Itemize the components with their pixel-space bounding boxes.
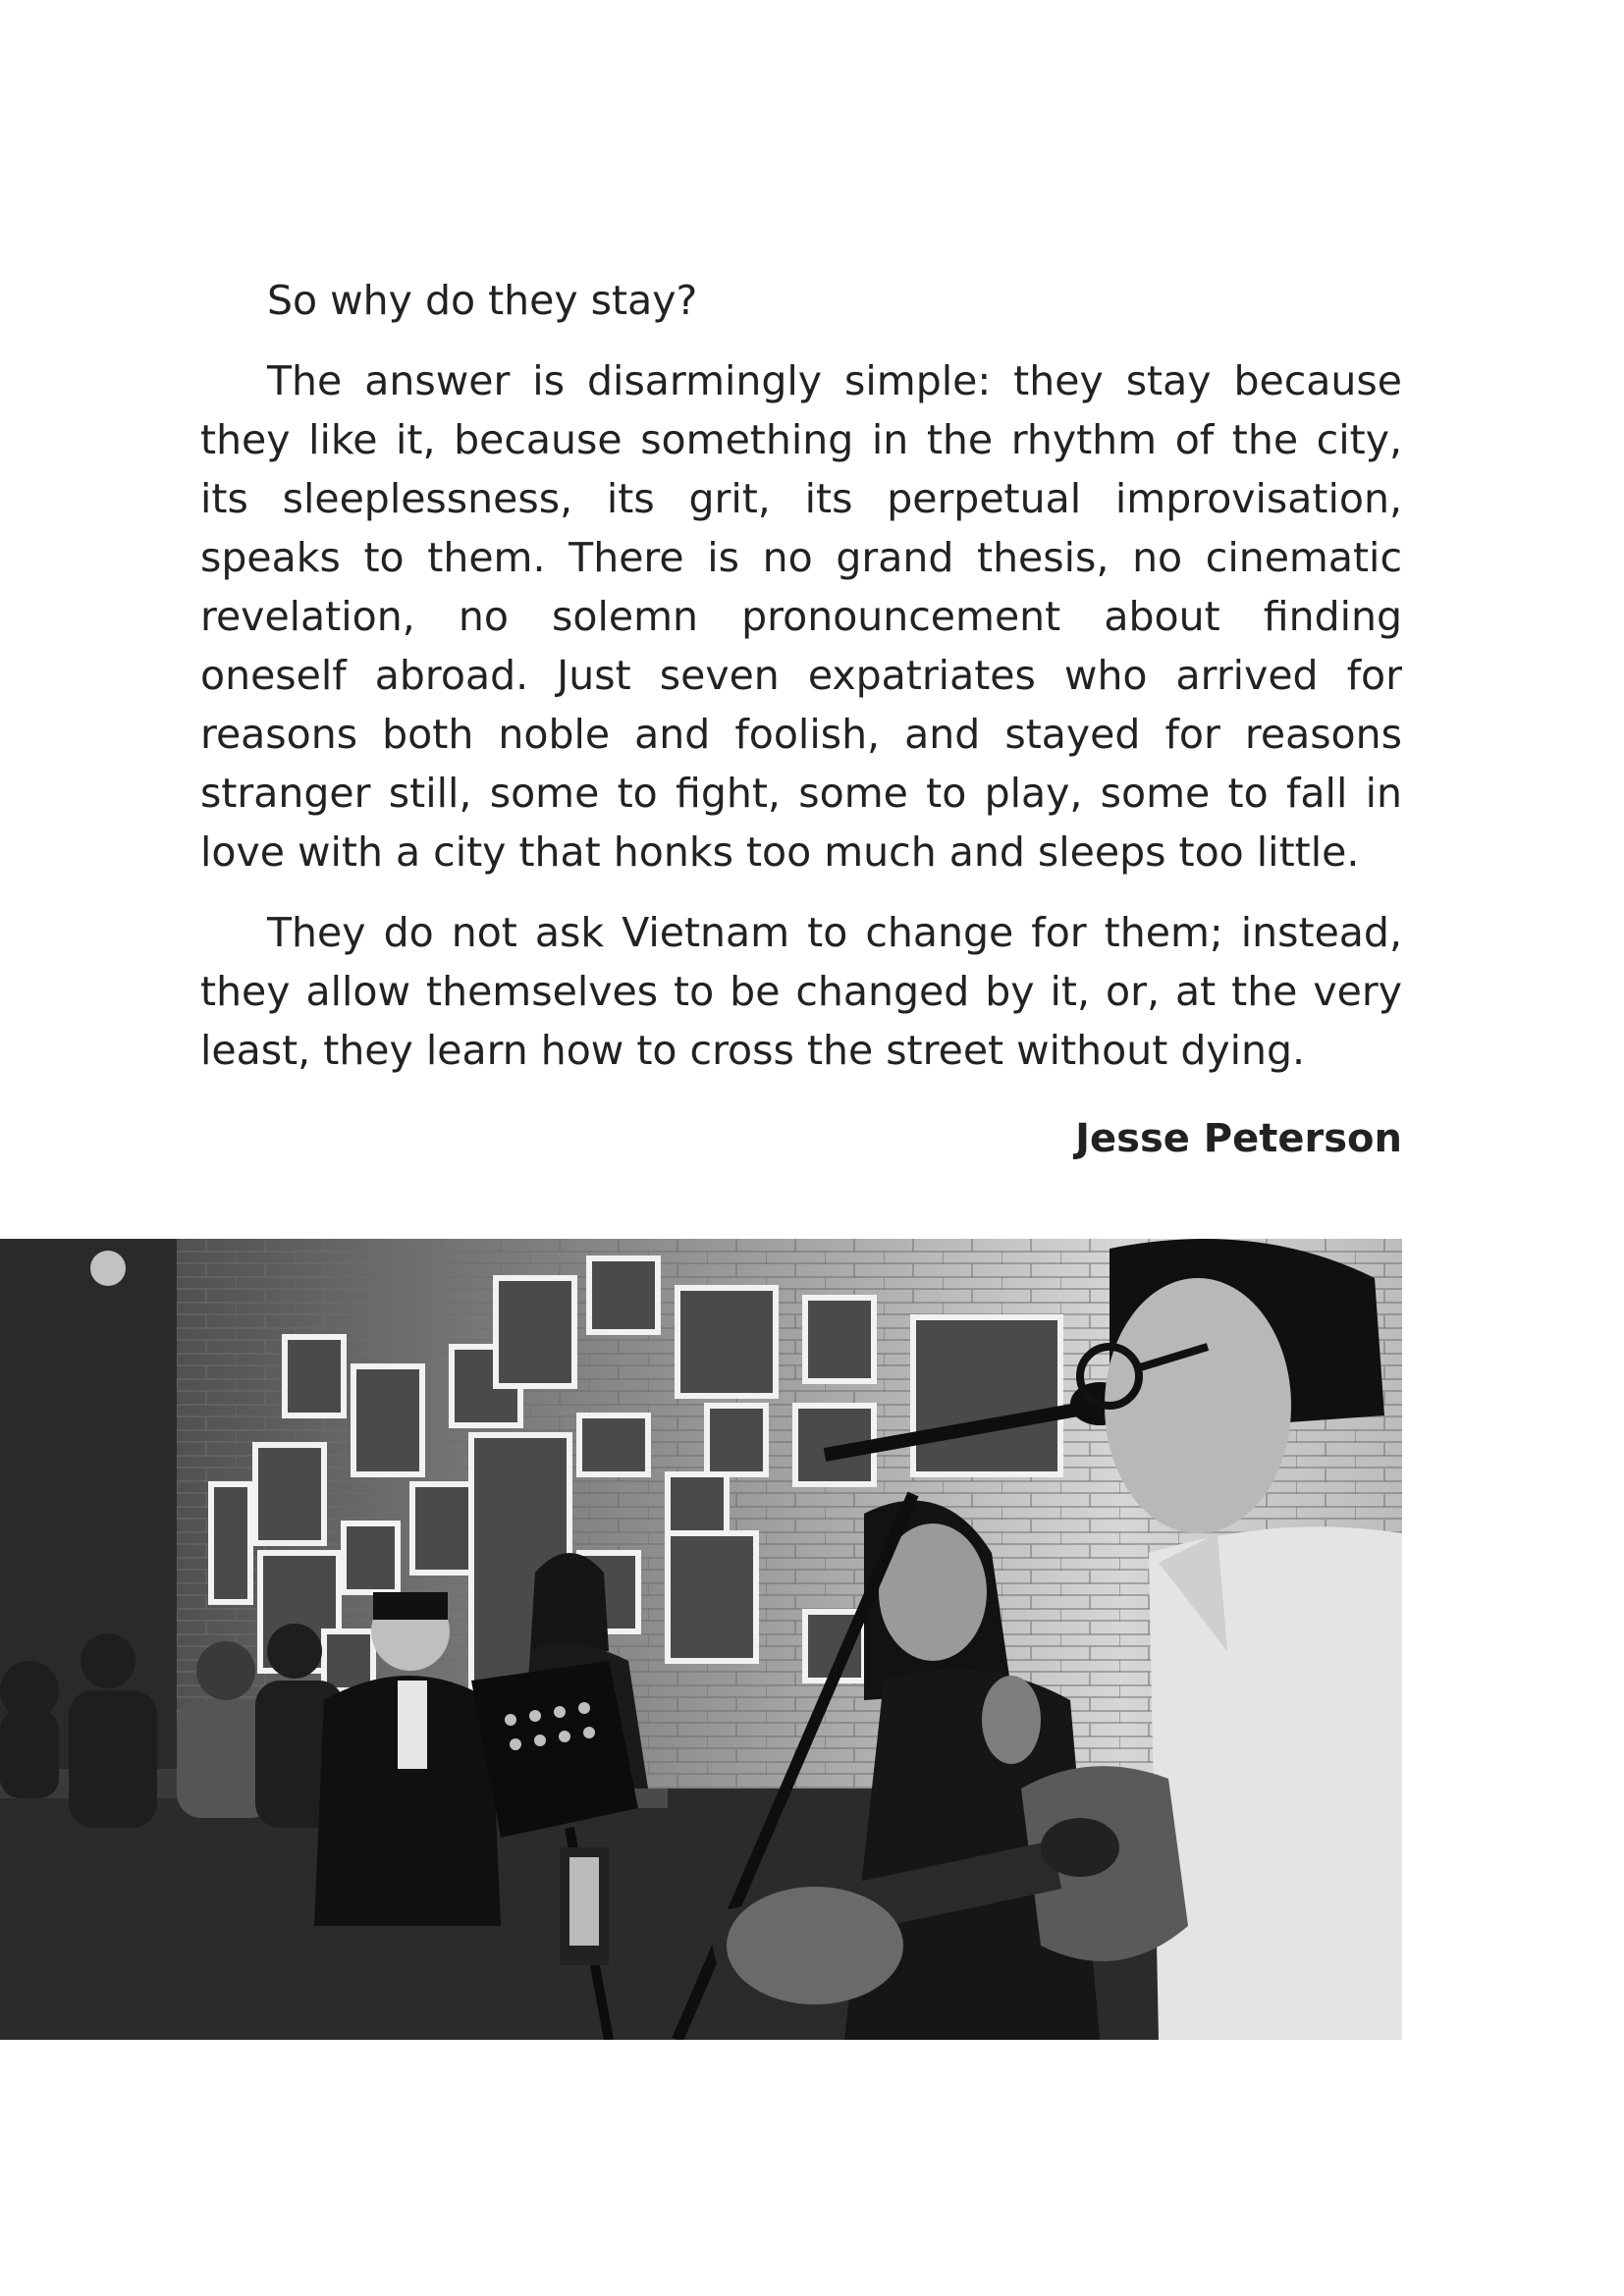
paragraph: The answer is disarmingly simple: they stay because they like it, because something in the rhythm of the city, its sleeplessness, its grit, its perpetual improvisation, speaks to them. There is no grand thesis, no cinematic revelation, no solemn pronouncement about finding oneself abroad. Just seven expatriates who arrived for reasons both noble and foolish, and stayed for reasons stranger still, some to fight, some to play, some to fall in love with a city that honks too much and sleeps too little. — [200, 357, 1402, 876]
author-name: Jesse Peterson — [1075, 1116, 1402, 1161]
article-body — [200, 271, 1402, 1101]
paragraph: So why do they stay? — [267, 277, 698, 324]
paragraph: They do not ask Vietnam to change for them; instead, they allow themselves to be changed by it, or, at the very least, they learn how to cross the street without dying. — [200, 909, 1402, 1074]
cafe-performance-photo — [0, 1239, 1402, 2040]
